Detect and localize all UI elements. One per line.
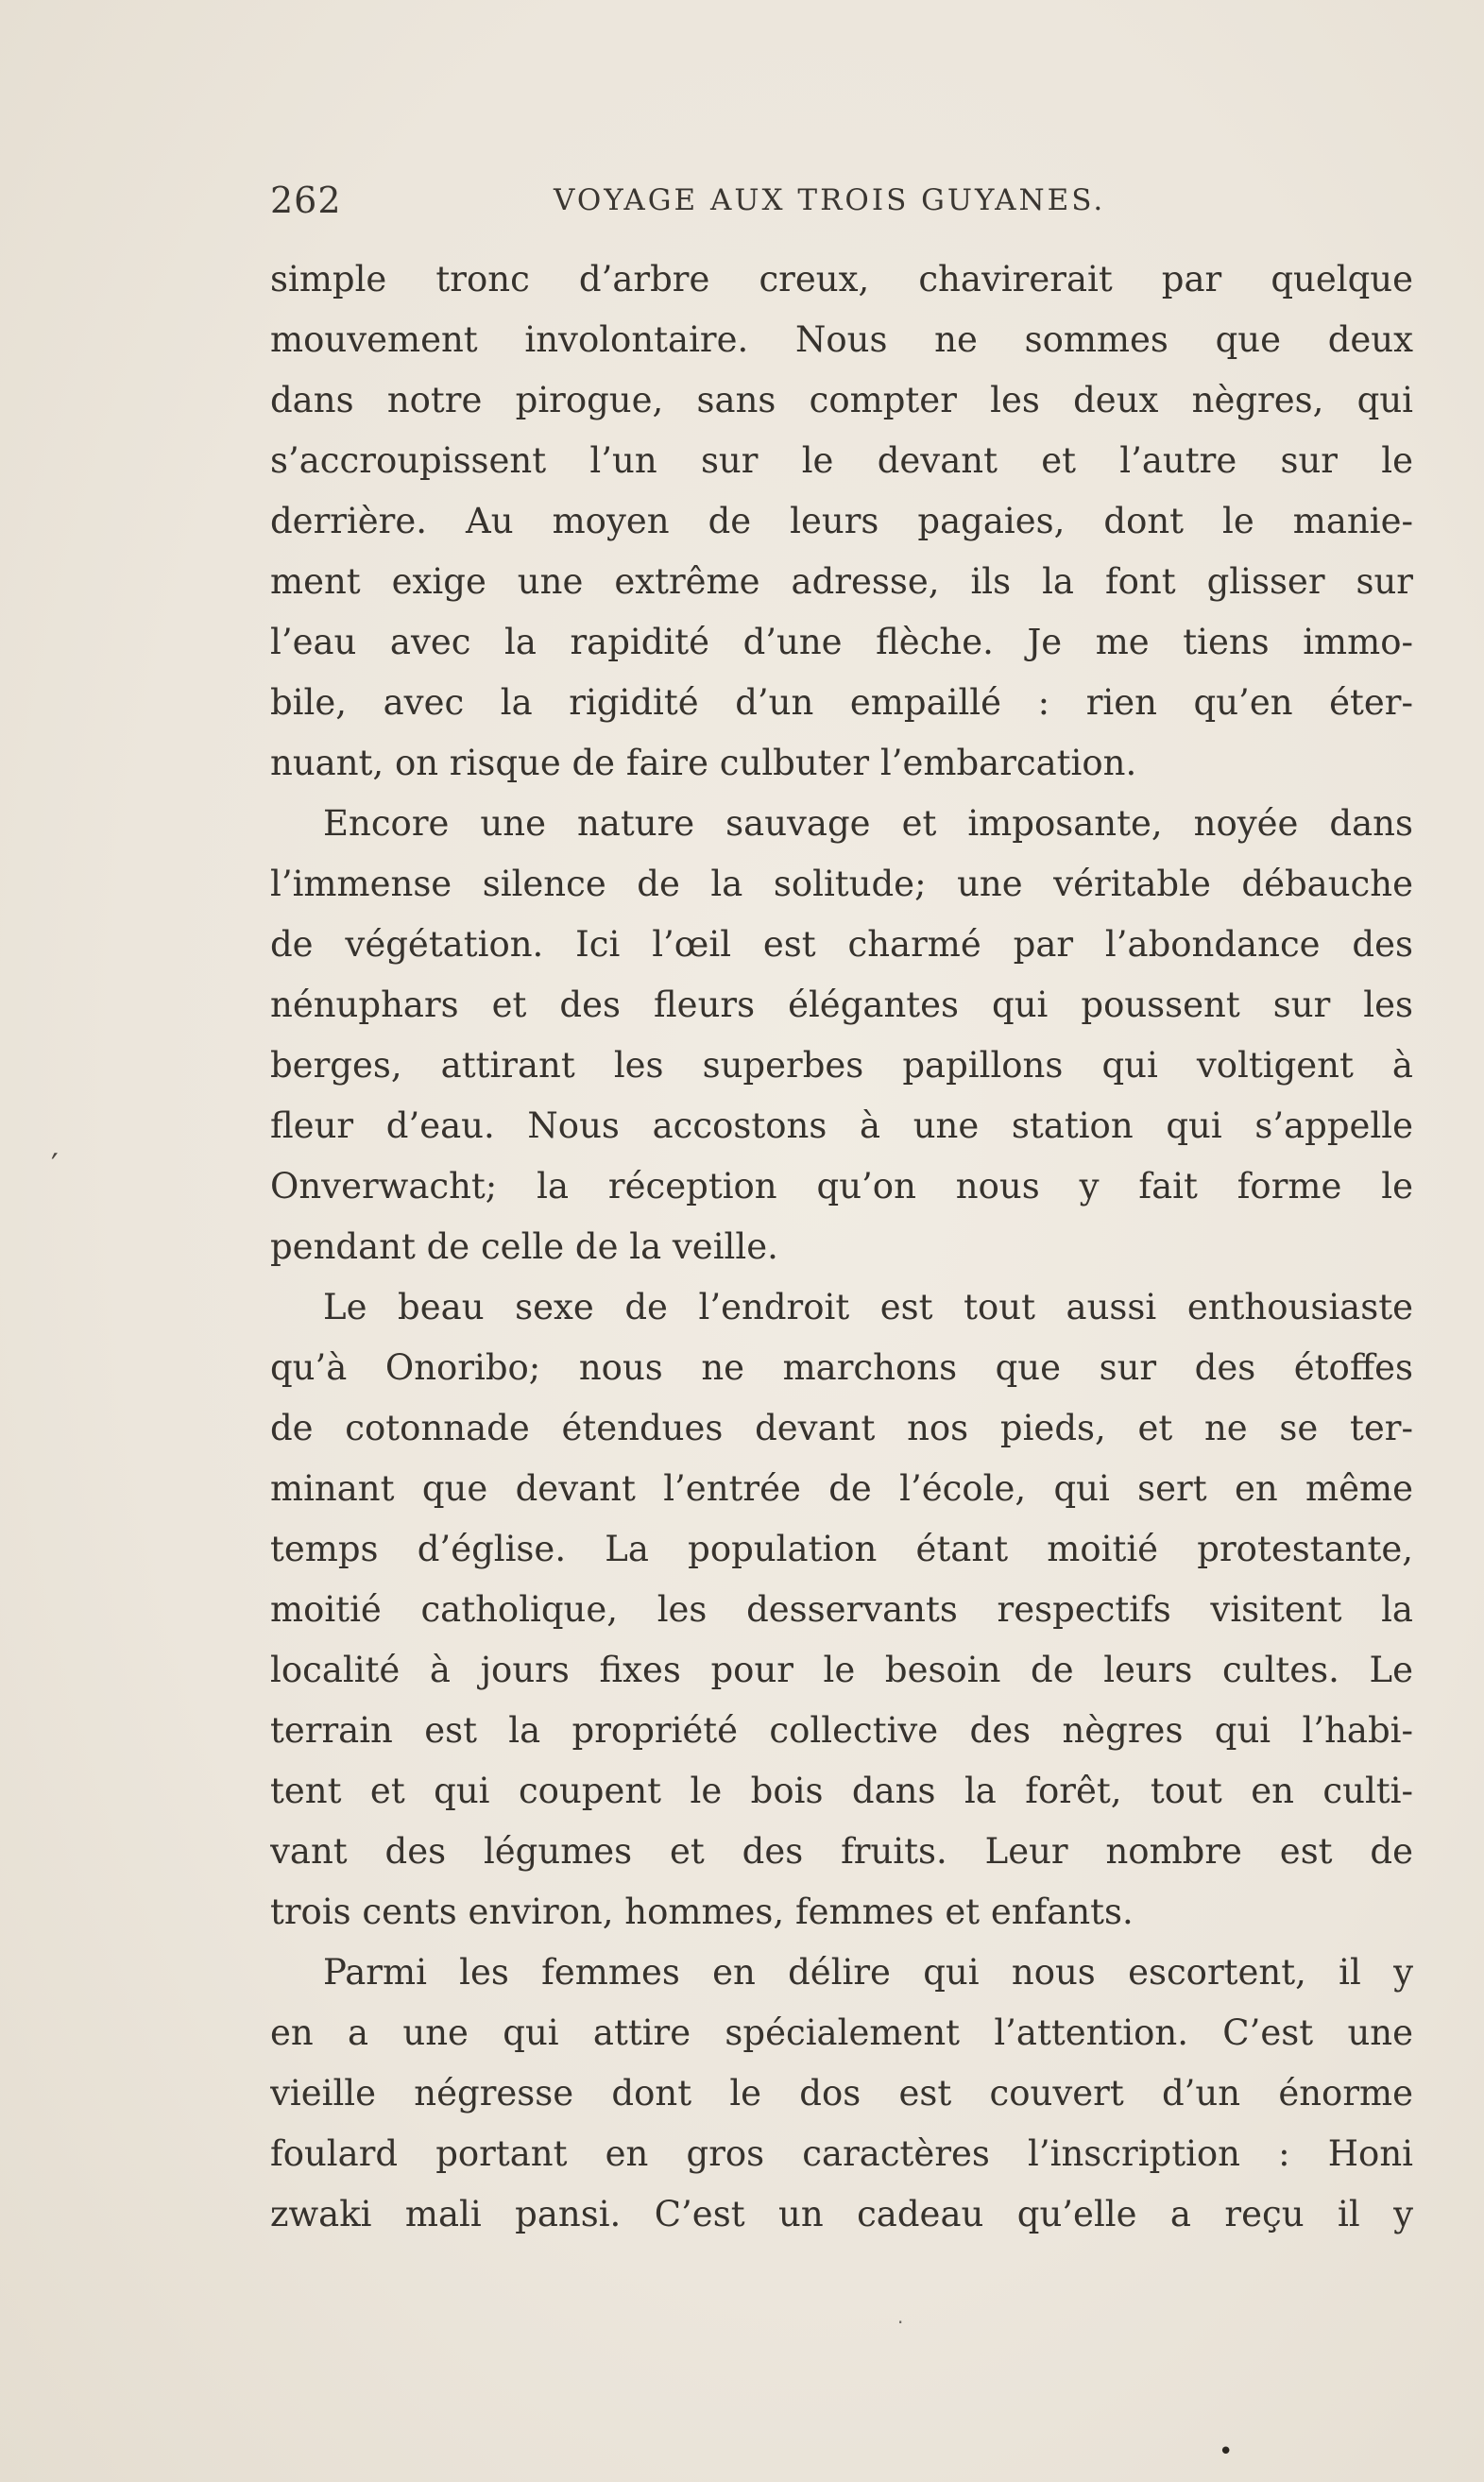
text-line: derrière. Au moyen de leurs pagaies, dont le manie-	[270, 501, 1413, 541]
text-line: nénuphars et des fleurs élégantes qui poussent sur les	[270, 984, 1413, 1025]
text-line: fleur d’eau. Nous accostons à une station qui s’appelle	[270, 1105, 1413, 1146]
text-line: mouvement involontaire. Nous ne sommes que deux	[270, 319, 1413, 360]
text-line: dans notre pirogue, sans compter les deux nègres, qui	[270, 380, 1413, 420]
text-line: vant des légumes et des fruits. Leur nombre est de	[270, 1831, 1413, 1872]
text-line: terrain est la propriété collective des nègres qui l’habi-	[270, 1710, 1413, 1751]
text-line: bile, avec la rigidité d’un empaillé : rien qu’en éter-	[270, 682, 1413, 723]
text-line: ment exige une extrême adresse, ils la font glisser sur	[270, 561, 1413, 602]
page-header	[270, 180, 1149, 227]
text-line: en a une qui attire spécialement l’attention. C’est une	[270, 2012, 1413, 2053]
text-line: s’accroupissent l’un sur le devant et l’autre sur le	[270, 440, 1413, 481]
body-text	[270, 249, 1413, 2245]
text-line: de cotonnade étendues devant nos pieds, et ne se ter-	[270, 1408, 1413, 1448]
text-line: temps d’église. La population étant moitié protestante,	[270, 1529, 1413, 1569]
text-line: pendant de celle de la veille.	[270, 1226, 778, 1267]
running-title: VOYAGE AUX TROIS GUYANES.	[554, 183, 1106, 217]
text-line: vieille négresse dont le dos est couvert d’un énorme	[270, 2073, 1413, 2114]
text-line: Encore une nature sauvage et imposante, noyée dans	[323, 803, 1413, 844]
text-line: Parmi les femmes en délire qui nous escortent, il y	[323, 1952, 1413, 1993]
text-line: tent et qui coupent le bois dans la forêt, tout en culti-	[270, 1771, 1413, 1811]
text-line: zwaki mali pansi. C’est un cadeau qu’elle a reçu il y	[270, 2194, 1413, 2234]
text-line: l’immense silence de la solitude; une véritable débauche	[270, 864, 1413, 904]
text-line: qu’à Onoribo; nous ne marchons que sur des étoffes	[270, 1347, 1413, 1388]
text-line: moitié catholique, les desservants respectifs visitent la	[270, 1589, 1413, 1630]
text-line: Onverwacht; la réception qu’on nous y fait forme le	[270, 1166, 1413, 1207]
page-number: 262	[270, 180, 342, 221]
text-line: localité à jours fixes pour le besoin de leurs cultes. Le	[270, 1650, 1413, 1690]
margin-mark: ′	[51, 1147, 59, 1185]
text-line: Le beau sexe de l’endroit est tout aussi enthousiaste	[323, 1287, 1413, 1327]
text-line: minant que devant l’entrée de l’école, qui sert en même	[270, 1468, 1413, 1509]
text-line: simple tronc d’arbre creux, chavirerait par quelque	[270, 259, 1413, 300]
text-line: nuant, on risque de faire culbuter l’embarcation.	[270, 743, 1137, 783]
text-line: foulard portant en gros caractères l’inscription : Honi	[270, 2133, 1413, 2174]
text-line: berges, attirant les superbes papillons qui voltigent à	[270, 1045, 1413, 1086]
speck-mark: •	[1219, 2438, 1234, 2466]
text-line: l’eau avec la rapidité d’une flèche. Je me tiens immo-	[270, 622, 1413, 662]
text-line: de végétation. Ici l’œil est charmé par l’abondance des	[270, 924, 1413, 965]
speck-mark: ·	[897, 2311, 904, 2334]
text-line: trois cents environ, hommes, femmes et enfants.	[270, 1891, 1134, 1932]
